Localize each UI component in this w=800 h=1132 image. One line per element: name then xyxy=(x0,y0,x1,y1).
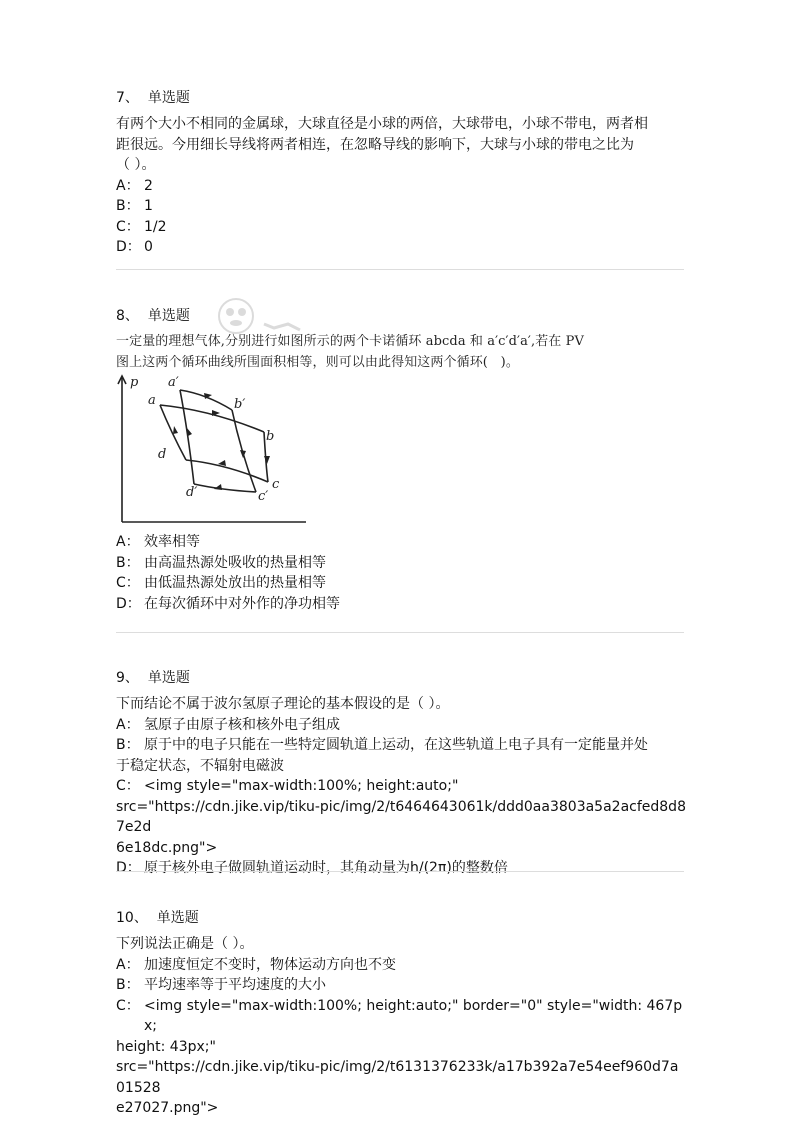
option-letter: C： xyxy=(116,218,140,235)
question-7 xyxy=(116,88,686,258)
option-letter: D： xyxy=(116,860,141,876)
question-number: 9 xyxy=(116,670,125,686)
arrow-mark xyxy=(264,456,270,464)
adiabat-d2a2 xyxy=(180,390,194,484)
option-text: 效率相等 xyxy=(144,534,200,550)
question-8 xyxy=(116,306,686,612)
isotherm-cd xyxy=(186,460,268,482)
option-letter: A： xyxy=(116,534,140,550)
option-b xyxy=(116,553,686,574)
question-header xyxy=(116,306,686,326)
option-text-cont: src="https://cdn.jike.vip/tiku-pic/img/2/t6131376233k/a17b392a7e54eef960d7a01528 xyxy=(116,1059,679,1096)
option-text-cont: 6e18dc.png"> xyxy=(116,839,218,856)
option-text: 2 xyxy=(144,177,153,194)
option-letter: C： xyxy=(116,997,140,1014)
isotherm-ab xyxy=(160,405,264,432)
axis-label: p xyxy=(130,375,139,390)
option-letter: A： xyxy=(116,716,140,733)
option-letter: B： xyxy=(116,977,140,993)
stem-line: 下而结论不属于波尔氢原子理论的基本假设的是（ ）。 xyxy=(116,696,450,712)
separator: 、 xyxy=(133,910,148,926)
option-letter: B： xyxy=(116,554,140,571)
option-letter: D： xyxy=(116,595,141,612)
option-text: 1 xyxy=(144,198,153,214)
option-text: 原于核外电子做圆轨道运动时，其角动量为h/(2π)的整数倍 xyxy=(144,860,508,876)
question-header xyxy=(116,908,686,928)
option-text: 1/2 xyxy=(144,218,167,235)
option-text: 在每次循环中对外作的净功相等 xyxy=(144,595,340,612)
stem-line: （ ）。 xyxy=(116,157,156,173)
question-number: 7 xyxy=(116,90,125,106)
question-type: 单选题 xyxy=(147,670,190,686)
option-d xyxy=(116,858,686,879)
option-letter: B： xyxy=(116,737,140,753)
separator: 、 xyxy=(124,308,139,324)
option-letter: C： xyxy=(116,575,140,591)
arrow-mark xyxy=(214,484,222,490)
question-header xyxy=(116,88,686,108)
divider xyxy=(116,269,684,270)
option-b xyxy=(116,196,686,217)
label-b: b xyxy=(266,429,275,444)
isotherm-a2b2 xyxy=(180,390,232,410)
arrow-mark xyxy=(240,450,246,458)
question-type: 单选题 xyxy=(147,90,190,106)
option-d xyxy=(116,237,686,258)
separator: 、 xyxy=(124,670,139,686)
stem-line: 下列说法正确是（ ）。 xyxy=(116,936,254,952)
question-header xyxy=(116,668,686,688)
stem-line: 有两个大小不相同的金属球，大球直径是小球的两倍，大球带电，小球不带电，两者相 xyxy=(116,116,648,132)
option-text-cont: src="https://cdn.jike.vip/tiku-pic/img/2/t6464643061k/ddd0aa3803a5a2acfed8d87e2d xyxy=(116,798,686,835)
carnot-cycle-figure xyxy=(116,372,316,532)
option-a xyxy=(116,715,686,736)
question-9 xyxy=(116,668,686,879)
isotherm-c2d2 xyxy=(194,484,256,492)
label-c-prime: c′ xyxy=(258,489,269,504)
option-text: 氢原子由原子核和核外电子组成 xyxy=(144,716,340,733)
option-b xyxy=(116,975,686,996)
separator: 、 xyxy=(124,90,139,106)
question-10 xyxy=(116,908,686,1119)
stem-line: 图上这两个循环曲线所围面积相等，则可以由此得知这两个循环( )。 xyxy=(116,354,519,370)
option-c xyxy=(116,217,686,238)
option-text-cont: height: 43px;" xyxy=(116,1038,216,1055)
label-c: c xyxy=(272,477,280,492)
option-text: 0 xyxy=(144,239,153,255)
option-c xyxy=(116,573,686,594)
option-c xyxy=(116,996,686,1037)
option-text: 由低温热源处放出的热量相等 xyxy=(144,575,326,591)
option-text: 由高温热源处吸收的热量相等 xyxy=(144,554,326,571)
divider xyxy=(116,632,684,633)
option-letter: C： xyxy=(116,778,140,794)
option-text: 平均速率等于平均速度的大小 xyxy=(144,977,326,993)
question-type: 单选题 xyxy=(147,308,190,324)
label-d-prime: d′ xyxy=(186,485,198,500)
option-a xyxy=(116,176,686,197)
option-text: <img style="max-width:100%; height:auto;" xyxy=(144,778,459,794)
option-text-cont: 于稳定状态，不辐射电磁波 xyxy=(116,757,284,774)
option-text: 加速度恒定不变时，物体运动方向也不变 xyxy=(144,956,396,973)
option-text: 原于中的电子只能在一些特定圆轨道上运动，在这些轨道上电子具有一定能量并处 xyxy=(144,737,648,753)
option-d xyxy=(116,594,686,615)
option-a xyxy=(116,955,686,976)
watermark-logo xyxy=(216,294,336,344)
arrow-mark xyxy=(173,426,178,434)
stem-line: 距很远。今用细长导线将两者相连，在忽略导线的影响下，大球与小球的带电之比为 xyxy=(116,136,634,153)
stem-line: 一定量的理想气体,分别进行如图所示的两个卡诺循环 abcda 和 a′c′d′a′,若在 PV xyxy=(116,334,584,349)
label-d: d xyxy=(158,447,167,462)
label-a-prime: a′ xyxy=(168,375,179,390)
option-c xyxy=(116,776,686,797)
question-number: 8 xyxy=(116,308,125,324)
question-type: 单选题 xyxy=(156,910,199,926)
question-number: 10 xyxy=(116,910,134,926)
option-letter: B： xyxy=(116,198,140,214)
option-text-cont: e27027.png"> xyxy=(116,1100,219,1116)
divider xyxy=(116,871,684,872)
option-a xyxy=(116,532,686,553)
option-letter: A： xyxy=(116,956,140,973)
option-letter: A： xyxy=(116,177,140,194)
option-b xyxy=(116,735,686,756)
label-b-prime: b′ xyxy=(234,397,246,412)
option-letter: D： xyxy=(116,239,141,255)
label-a: a xyxy=(148,393,156,408)
option-text: <img style="max-width:100%; height:auto;" border="0" style="width: 467px; xyxy=(144,997,683,1034)
